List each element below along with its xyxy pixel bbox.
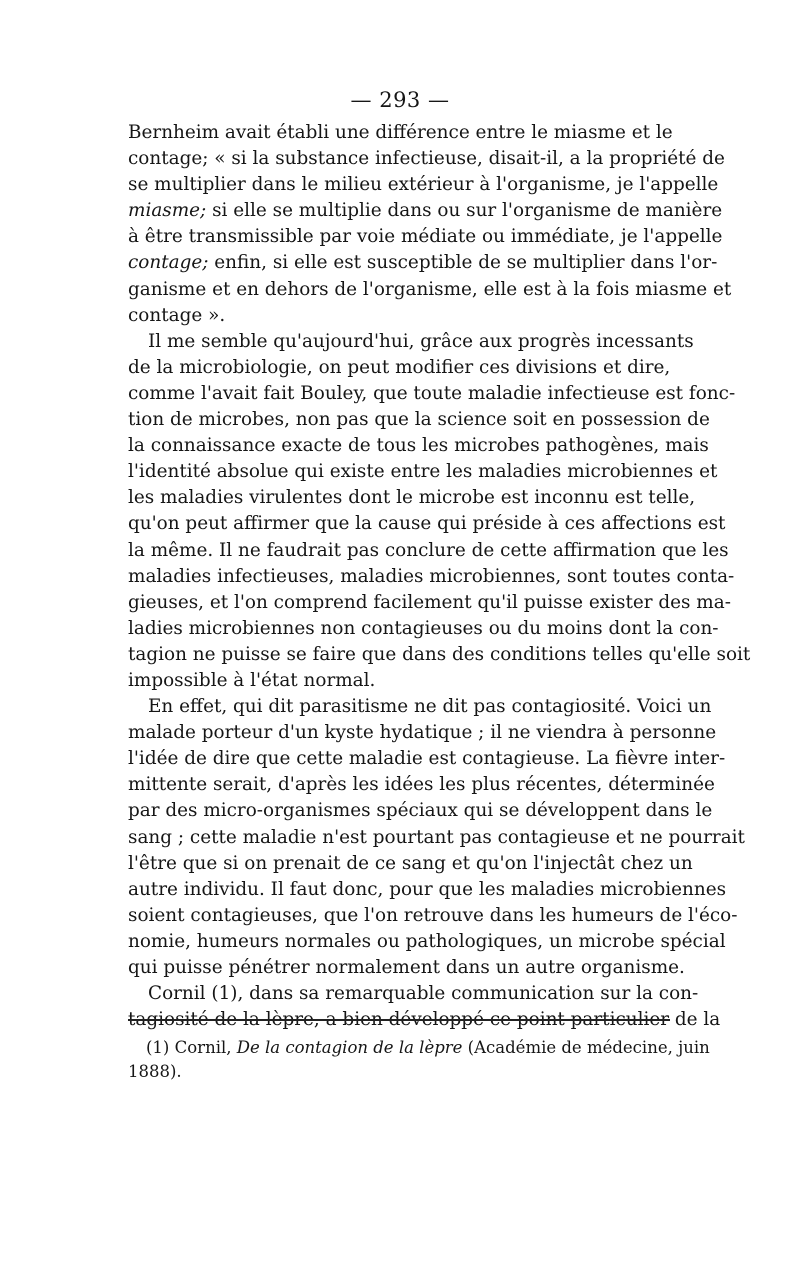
page-number: — 293 —	[350, 88, 450, 112]
text-run: contage ».	[128, 304, 226, 326]
text-run: impossible à l'état normal.	[128, 669, 376, 691]
text-line	[128, 381, 736, 407]
text-run: (1) Cornil,	[146, 1038, 237, 1057]
text-run: comme l'avait fait Bouley, que toute maladie infectieuse est fonc-	[128, 382, 736, 404]
text-run: malade porteur d'un kyste hydatique ; il ne viendra à personne	[128, 722, 717, 744]
text-line	[128, 746, 726, 772]
text-run: tagiosité de la lèpre, a bien développé ce point particulier de la	[128, 1009, 721, 1031]
footnote-line	[128, 1060, 670, 1084]
text-run: l'idée de dire que cette maladie est contagieuse. La fièvre inter-	[128, 748, 726, 770]
text-run: Bernheim avait établi une différence entre le miasme et le	[128, 122, 673, 143]
text-line	[128, 955, 685, 981]
text-line	[128, 929, 726, 955]
text-line	[128, 564, 735, 590]
text-line	[128, 146, 725, 172]
text-run: qu'on peut affirmer que la cause qui préside à ces affections est	[128, 513, 726, 535]
text-line	[128, 277, 732, 303]
text-run: se multiplier dans le milieu extérieur à l'organisme, je l'appelle	[128, 174, 719, 196]
text-run: tagion ne puisse se faire que dans des conditions telles qu'elle soit	[128, 643, 751, 665]
text-run: à être transmissible par voie médiate ou immédiate, je l'appelle	[128, 226, 723, 248]
text-line	[128, 538, 729, 564]
footnote-separator	[128, 1019, 670, 1021]
text-line	[128, 772, 715, 798]
text-run: qui puisse pénétrer normalement dans un autre organisme.	[128, 957, 685, 978]
text-line	[128, 120, 673, 146]
text-line	[128, 250, 718, 276]
text-run: de la microbiologie, on peut modifier ces divisions et dire,	[128, 356, 671, 378]
text-line	[128, 172, 719, 198]
text-run: Il me semble qu'aujourd'hui, grâce aux progrès incessants	[148, 330, 694, 352]
text-line	[128, 224, 723, 250]
text-line	[128, 903, 738, 929]
text-run: la même. Il ne faudrait pas conclure de cette affirmation que les	[128, 539, 729, 561]
text-run: autre individu. Il faut donc, pour que les maladies microbiennes	[128, 878, 727, 900]
text-run: mittente serait, d'après les idées les plus récentes, déterminée	[128, 774, 715, 796]
text-line	[128, 851, 693, 877]
text-run: l'identité absolue qui existe entre les maladies microbiennes et	[128, 461, 718, 483]
text-run: (Académie de médecine, juin	[462, 1038, 710, 1057]
text-line	[128, 329, 694, 355]
text-run: maladies infectieuses, maladies microbiennes, sont toutes conta-	[128, 565, 735, 587]
text-line	[128, 485, 696, 511]
text-run: enfin, si elle est susceptible de se multiplier dans l'or-	[208, 252, 718, 274]
text-line	[128, 877, 727, 903]
text-line	[128, 355, 670, 381]
text-line	[128, 511, 726, 537]
text-line	[128, 720, 717, 746]
text-run: l'être que si on prenait de ce sang et qu'on l'injectât chez un	[128, 852, 693, 874]
text-run: la connaissance exacte de tous les microbes pathogènes, mais	[128, 435, 709, 457]
text-line	[128, 981, 699, 1007]
text-run: sang ; cette maladie n'est pourtant pas contagieuse et ne pourrait	[128, 826, 745, 848]
text-line	[128, 198, 723, 224]
text-line	[128, 798, 713, 824]
footnote-line	[128, 1036, 710, 1060]
text-run: tion de microbes, non pas que la science soit en possession de	[128, 409, 710, 431]
footnote	[128, 1036, 710, 1084]
text-run: par des micro-organismes spéciaux qui se développent dans le	[128, 800, 713, 822]
text-line	[128, 642, 751, 668]
text-line	[128, 694, 712, 720]
text-run: En effet, qui dit parasitisme ne dit pas contagiosité. Voici un	[148, 696, 712, 718]
text-line	[128, 590, 731, 616]
text-run: contage;	[128, 252, 209, 274]
text-run: soient contagieuses, que l'on retrouve dans les humeurs de l'éco-	[128, 904, 738, 926]
text-run: ladies microbiennes non contagieuses ou du moins dont la con-	[128, 617, 719, 639]
text-run: nomie, humeurs normales ou pathologiques, un microbe spécial	[128, 930, 726, 952]
text-run: 1888).	[128, 1062, 182, 1081]
text-run: gieuses, et l'on comprend facilement qu'il puisse exister des ma-	[128, 591, 731, 613]
text-line	[128, 459, 718, 485]
text-run: les maladies virulentes dont le microbe est inconnu est telle,	[128, 487, 696, 509]
text-line	[128, 407, 710, 433]
text-line	[128, 825, 745, 851]
text-run: ganisme et en dehors de l'organisme, elle est à la fois miasme et	[128, 278, 732, 300]
text-line	[128, 303, 670, 329]
text-run: miasme;	[128, 200, 207, 222]
text-line	[128, 616, 719, 642]
body-text	[128, 120, 751, 1033]
text-run: Cornil (1), dans sa remarquable communication sur la con-	[148, 983, 699, 1005]
text-line	[128, 433, 709, 459]
text-line	[128, 668, 670, 694]
text-run: De la contagion de la lèpre	[236, 1038, 463, 1057]
text-run: contage; « si la substance infectieuse, disait-il, a la propriété de	[128, 148, 725, 170]
text-run: si elle se multiplie dans ou sur l'organisme de manière	[206, 200, 723, 222]
